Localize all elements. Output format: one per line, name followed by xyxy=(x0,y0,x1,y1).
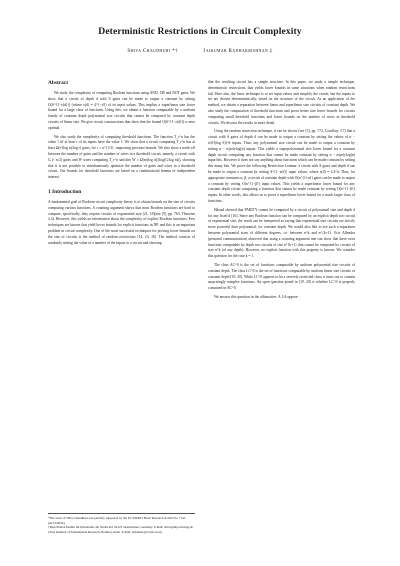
author-2: Jaikumar Radhakrishnan ‡ xyxy=(203,48,273,54)
right-column xyxy=(208,80,355,304)
intro-paragraph-1: A fundamental goal of Boolean circuit complexity theory is to obtain bounds on the size of circuits computing various functions. A counting argument shows that most Boolean functions are hard to compute, specifically, they require circuits of exponential size [21, 18](see [5], pp. 763, Theorem 2.4). However, this yields no information about the complexity of explicit Boolean functions. Few techniques are known that yield lower bounds for explicit functions in NP, and this is an important problem in circuit complexity. One of the most successful techniques for proving lower bounds on the size of circuits is the method of random restrictions [14, 23, 16]. The method consists of randomly setting the value of a number of the inputs to a circuit and showing xyxy=(48,199,195,245)
footnote-2: †Max-Planck Institut für Informatik, Im Stadtwald, 66123 Saarbrücken, Germany. E-mail: shiva@mpi-sb.mpg.de xyxy=(48,525,193,530)
footnote-3: ‡Tata Institute of Fundamental Research, Bombay, India. E-mail: jaikumar@tcs.tifr.res.in xyxy=(48,529,163,534)
abstract-paragraph-2: We also study the complexity of computing threshold functions. The function T_r^n has the value 1 iff at least r of its inputs have the value 1. We show that a circuit computing T_r^n has at least Ω(r²(log n)/log r) gates, for r ≤ n^{1/3}, improving previous bounds. We also show a trade-off between the number of gates and the number of wires in a threshold circuit, namely, a circuit with G (< n/2) gates and W wires computing T_r^n satisfies W ≥ Ω(nr(log n)/(log(G/log n))), showing that it is not possible to simultaneously optimize the number of gates and wires in a threshold circuit. Our bounds for threshold functions are based on a combinatorial lemma of independent interest. xyxy=(48,134,195,180)
abstract-heading: Abstract xyxy=(48,80,69,86)
footnote-1: *The work of Shiva Chaudhuri was partially supported by the EC ESPRIT Basic Research Action No. 7141 (ALCOM II). xyxy=(48,516,186,525)
body-paragraph-5: We answer this question in the affirmative. A 1/4-approx- xyxy=(214,294,299,299)
author-line xyxy=(0,48,400,54)
left-column xyxy=(48,80,195,249)
body-paragraph-3: Håstad showed that PARITY cannot be computed by a circuit of polynomial size and depth d for any fixed d [16]. Since any Boolean function can be computed by an explicit depth two circuit of exponential size, the result can be interpreted as saying that exponential size circuits are strictly more powerful than polynomial, for constant depth. We would also like to see such a separation between polynomial sizes of different degrees, i.e. between n^k and n^{k+1}. Eric Allender (personal communication) observed that using a counting argument one can show that there exist functions computable by depth two circuits of size n^{k+1} that cannot be computed by circuits of size n^k (of any depth). However, no explicit function with this property is known. We consider this question for the case k = 1. xyxy=(208,207,355,259)
intro-heading: 1 Introduction xyxy=(48,188,82,195)
body-paragraph-4: The class AC^0 is the set of functions computable by uniform polynomial size circuits of constant depth. The class LC^0 is the set of functions computable by uniform linear size circuits of constant depth [19, 20]. While LC^0 appears to be a severely restricted class, it turns out to contain surprisingly complex functions. An open question posed in [19, 20] is whether LC^0 is properly contained in AC^0. xyxy=(208,262,355,291)
abstract-paragraph-1: We study the complexity of computing Boolean functions using AND, OR and NOT gates. We show that a circuit of depth d with S gates can be made to output a constant by setting O(S^{1−ε(d)}) (where ε(d) = 4^{−d}) of its input values. This implies a superlinear size lower bound for a large class of functions. Using this, we obtain a function computable by a uniform family of constant depth polynomial size circuits that cannot be computed by constant depth circuits of linear size. We give circuit constructions that show that the bound O(S^{1−ε(d)}) is near optimal. xyxy=(48,91,195,130)
body-paragraph-2: Using the random restriction technique, it can be shown (see [5], pp. 772, Corollary 3.7) that a circuit with S gates of depth d can be made to output a constant by setting the values of n − n/(O(log S))^d inputs. Thus, any polynomial size circuit can be made to output a constant by setting n − n/polylog(n) inputs. This yields a superpolynomial size lower bound for a constant depth circuit computing any function that cannot be made constant by setting n − n/polylog(n) input bits. However it does not say anything about functions which can be made constant by setting this many bits. We prove the following Restriction Lemma: a circuit with S gates and depth d can be made to output a constant by setting S^{1−ε(d)} input values, where ε(d) = 1/4^d. Thus, for appropriate constants α, β, a circuit of constant depth with O(n^{1+α}) gates can be made to output a constant by setting O(n^{1−β}) input values. This yields a superlinear lower bound for any constant depth circuit computing a function that cannot be made constant by setting O(n^{1−β}) inputs. In other words, this allows us to prove a superlinear lower bound for a much larger class of functions. xyxy=(208,129,355,203)
author-1: Shiva Chaudhuri *† xyxy=(127,48,178,54)
body-paragraph-1: that the resulting circuit has a simple structure. In this paper, we study a simple technique, deterministic restrictions, that yields lower bounds in some situations when random restrictions fail. Here also, the basic technique is to set input values and simplify the circuit, but the inputs to set are chosen deterministically, based on the structure of the circuit. As an application of the method, we obtain a separation between linear and superlinear size circuits of constant depth. We also study the computation of threshold functions and prove better size lower bounds for circuits computing small threshold functions and lower bounds on the number of wires in threshold circuits. We discuss the results in more detail. xyxy=(208,80,355,125)
paper-title: Deterministic Restrictions in Circuit Complexity xyxy=(98,26,302,37)
footnotes xyxy=(48,513,195,534)
